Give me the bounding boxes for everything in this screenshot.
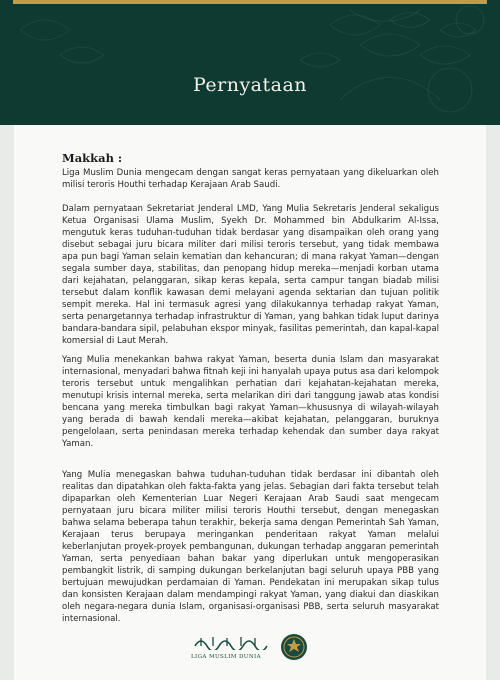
dateline-city: Makkah :: [62, 151, 123, 165]
mwl-logo: [191, 632, 321, 668]
paragraph-1: Liga Muslim Dunia mengecam dengan sangat keras pernyataan yang dikeluarkan oleh milisi teroris Houthi terhadap Kerajaan Arab Saudi.: [62, 168, 439, 190]
arabic-calligraphy-logo: [191, 634, 271, 650]
ornament-pattern-icon: [0, 0, 500, 125]
paragraph-4: Yang Mulia menegaskan bahwa tuduhan-tuduhan tidak berdasar ini dibantah oleh realitas dan dipatahkan oleh fakta-fakta yang jelas. Sebagian dari fakta tersebut telah dipaparkan oleh Kementerian Luar Negeri Kerajaan Arab Saudi saat mengecam pernyataan juru bicara militer milisi teroris Houthi tersebut, dengan menegaskan bahwa selama beberapa tahun terakhir, bekerja sama dengan Pemerintah Sah Yaman, Kerajaan terus berupaya meringankan penderitaan rakyat Yaman melalui keberlanjutan proyek-proyek pembangunan, dukungan terhadap anggaran pemerintah Yaman, serta penyediaan bahan bakar yang diperlukan untuk mengoperasikan pembangkit listrik, di samping dukungan berkelanjutan bagi seluruh upaya PBB yang bertujuan mewujudkan perdamaian di Yaman. Pendekatan ini merupakan sikap tulus dan konsisten Kerajaan dalam mendampingi rakyat Yaman, yang diakui dan diaskikan oleh negara-negara dunia Islam, organisasi-organisasi PBB, serta seluruh masyarakat internasional.: [62, 470, 439, 624]
header-banner: [0, 0, 500, 125]
logo-text: LIGA MUSLIM DUNIA: [191, 654, 261, 660]
paragraph-2: Dalam pernyataan Sekretariat Jenderal LMD, Yang Mulia Sekretaris Jenderal sekaligus Ketua Organisasi Ulama Muslim, Syekh Dr. Mohammed bin Abdulkarim Al-Issa, mengutuk keras tuduhan-tuduhan tidak berdasar yang disampaikan oleh orang yang disebut sebagai juru bicara militer dari milisi teroris tersebut, yang tidak membawa apa pun bagi Yaman selain kematian dan kehancuran; di mana rakyat Yaman—dengan segala sumber daya, stabilitas, dan penopang hidup mereka—menjadi korban utama dari kejahatan, pelanggaran, sikap keras kepala, serta campur tangan biadab milisi tersebut dalam konflik kawasan demi melayani agenda sektarian dan tujuan politik sempit mereka. Hal ini termasuk agresi yang dilakukannya terhadap rakyat Yaman, serta penargetannya terhadap infrastruktur di Yaman, yang bahkan tidak luput darinya bandara-bandara sipil, pelabuhan ekspor minyak, fasilitas pemerintah, dan kapal-kapal komersial di Laut Merah.: [62, 204, 439, 346]
page-title: Pernyataan: [192, 74, 308, 96]
paragraph-3: Yang Mulia menekankan bahwa rakyat Yaman, beserta dunia Islam dan masyarakat internasional, menyadari bahwa fitnah keji ini hanyalah upaya putus asa dari kelompok teroris tersebut untuk mengalihkan perhatian dari kejahatan-kejahatan mereka, menutupi krisis internal mereka, serta melarikan diri dari tanggung jawab atas kondisi bencana yang mereka timbulkan bagi rakyat Yaman—khususnya di wilayah-wilayah yang berada di bawah kendali mereka—akibat kejahatan, pelanggaran, buruknya pengelolaan, serta penindasan mereka terhadap kehendak dan sumber daya rakyat Yaman.: [62, 355, 439, 449]
mwl-emblem-icon: [279, 632, 309, 662]
